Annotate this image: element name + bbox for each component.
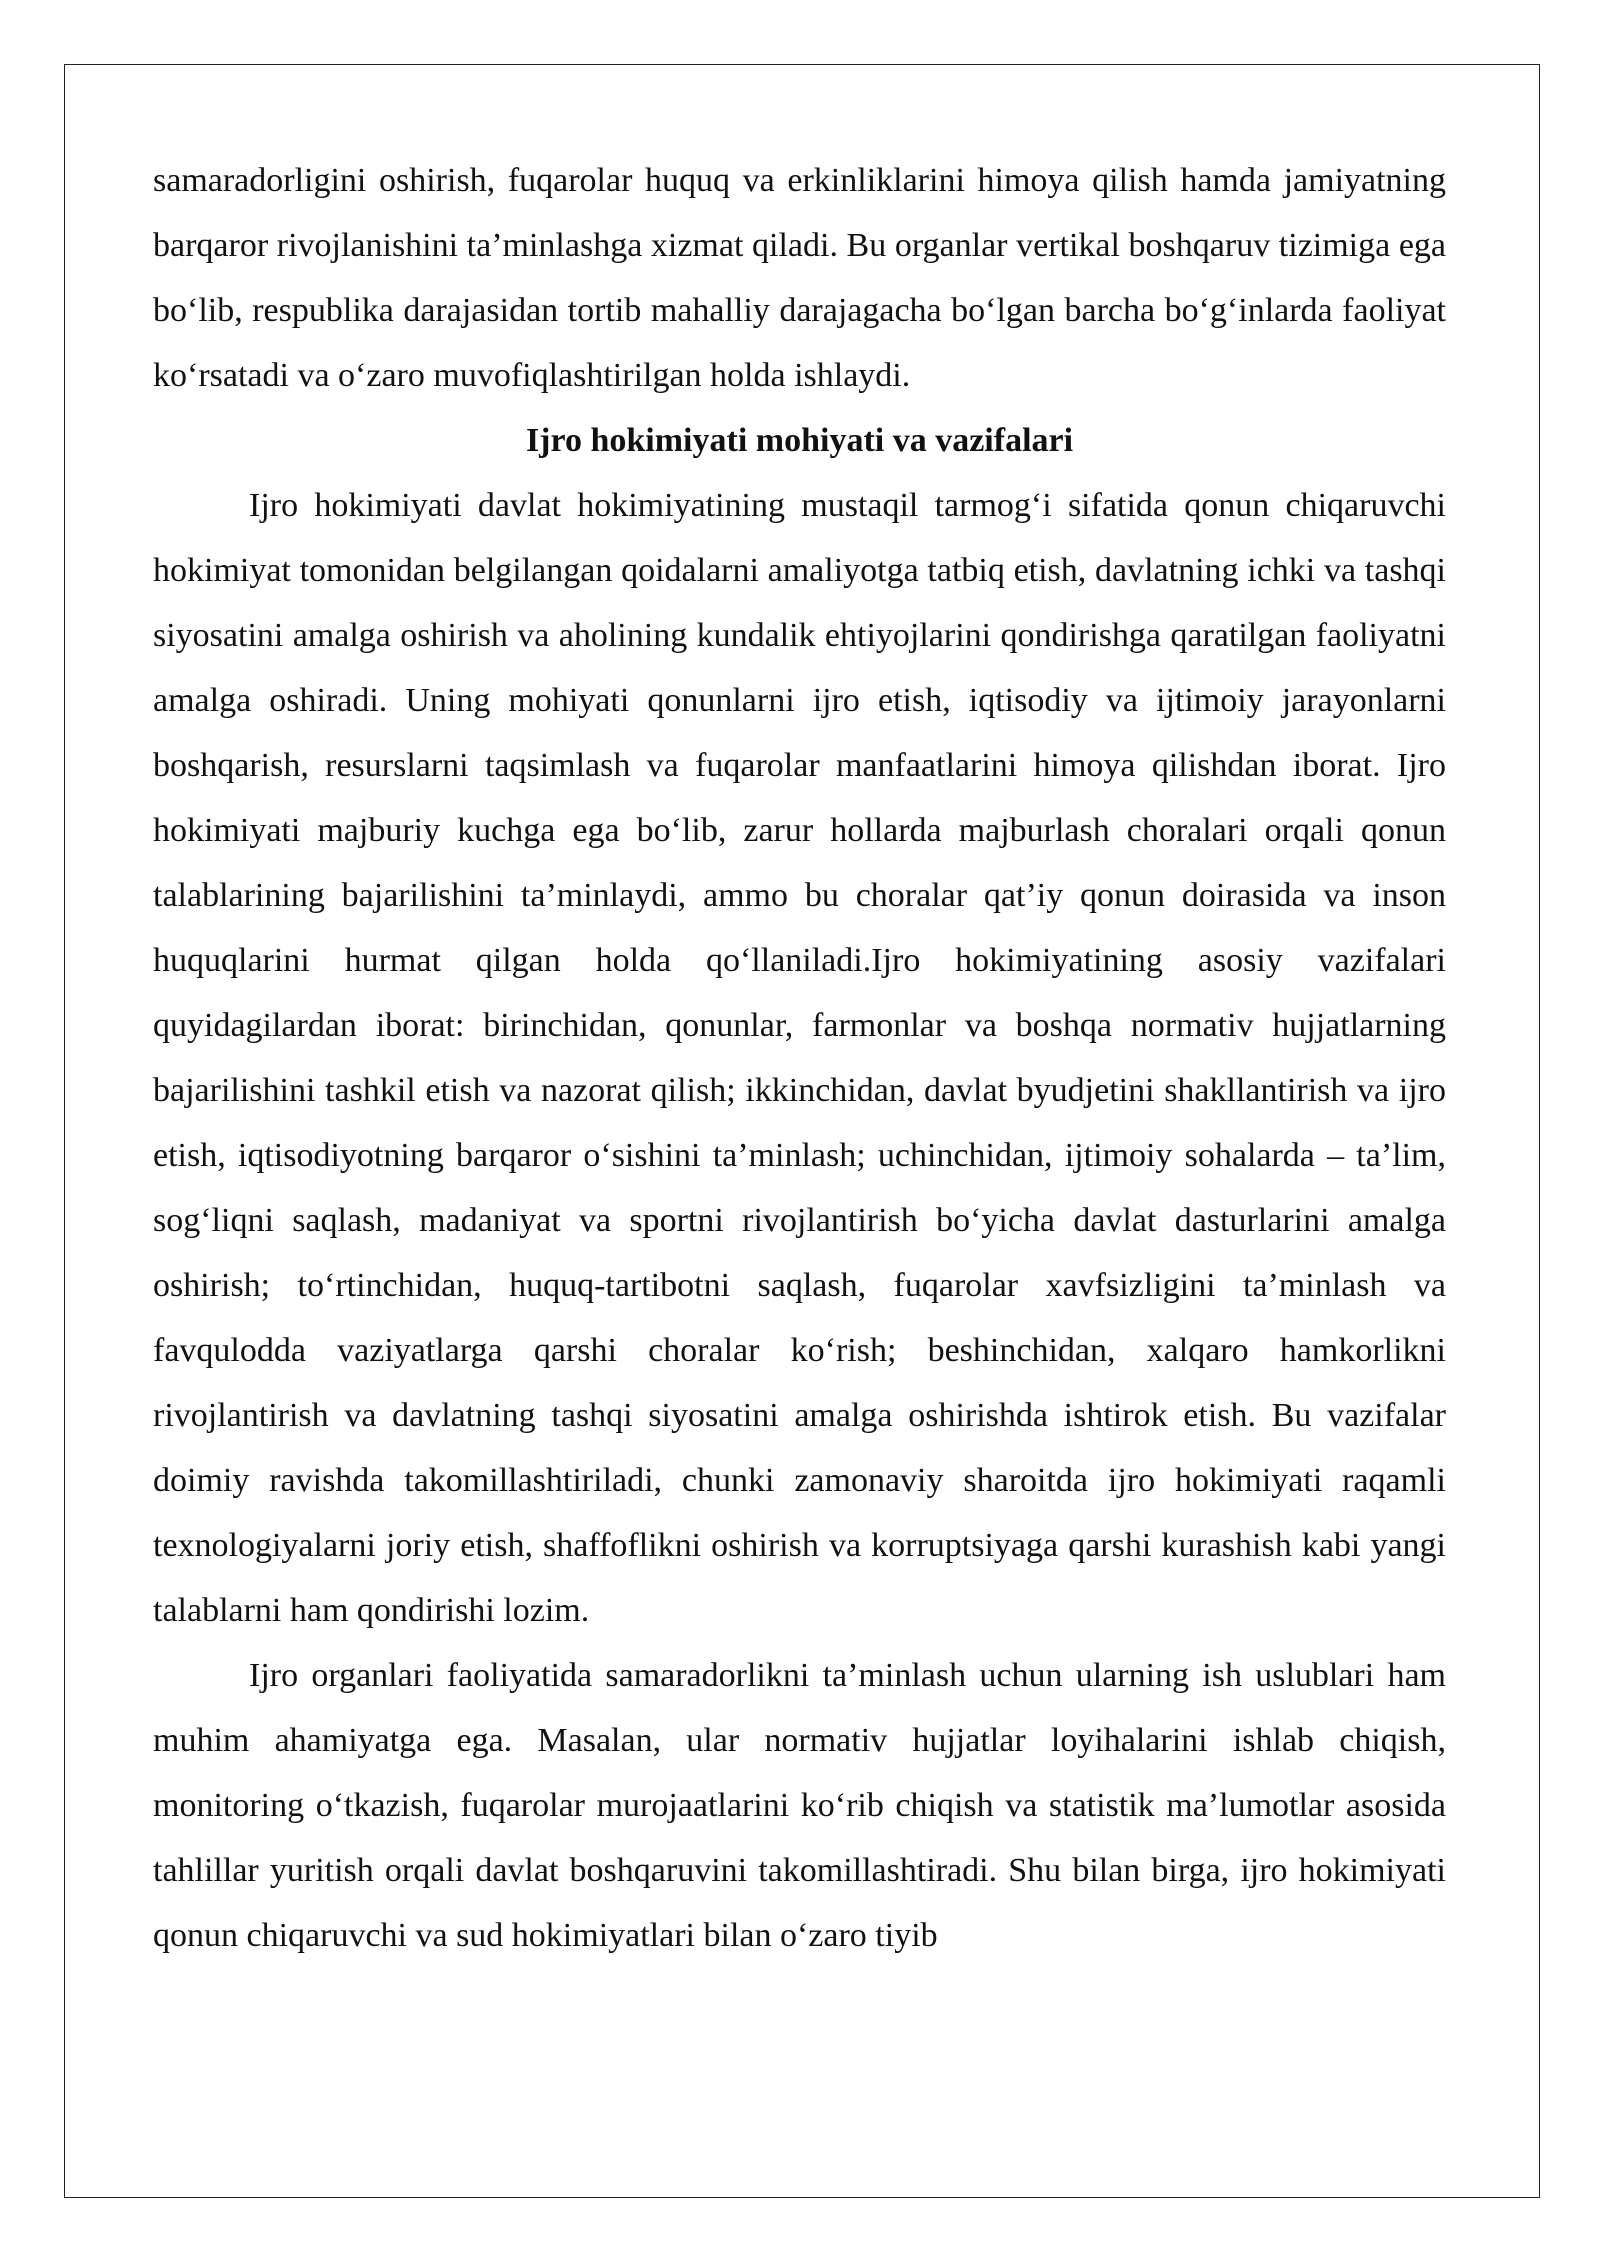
- section-heading: Ijro hokimiyati mohiyati va vazifalari: [525, 422, 1074, 459]
- continuation-paragraph: samaradorligini oshirish, fuqarolar huquq va erkinliklarini himoya qilish hamda jamiyatning barqaror rivojlanishini ta’minlashga xizmat qiladi. Bu organlar vertikal boshqaruv tizimiga ega bo‘lib, respublika darajasidan tortib mahalliy darajagacha bo‘lgan barcha bo‘g‘inlarda faoliyat ko‘rsatadi va o‘zaro muvofiqlashtirilgan holda ishlaydi.: [153, 162, 1446, 394]
- document-body: [153, 148, 1446, 1968]
- body-paragraph-2: Ijro organlari faoliyatida samaradorlikni ta’minlash uchun ularning ish uslublari ham muhim ahamiyatga ega. Masalan, ular normativ hujjatlar loyihalarini ishlab chiqish, monitoring o‘tkazish, fuqarolar murojaatlarini ko‘rib chiqish va statistik ma’lumotlar asosida tahlillar yuritish orqali davlat boshqaruvini takomillashtiradi. Shu bilan birga, ijro hokimiyati qonun chiqaruvchi va sud hokimiyatlari bilan o‘zaro tiyib: [153, 1657, 1446, 1954]
- body-paragraph-1: Ijro hokimiyati davlat hokimiyatining mustaqil tarmog‘i sifatida qonun chiqaruvchi hokimiyat tomonidan belgilangan qoidalarni amaliyotga tatbiq etish, davlatning ichki va tashqi siyosatini amalga oshirish va aholining kundalik ehtiyojlarini qondirishga qaratilgan faoliyatni amalga oshiradi. Uning mohiyati qonunlarni ijro etish, iqtisodiy va ijtimoiy jarayonlarni boshqarish, resurslarni taqsimlash va fuqarolar manfaatlarini himoya qilishdan iborat. Ijro hokimiyati majburiy kuchga ega bo‘lib, zarur hollarda majburlash choralari orqali qonun talablarining bajarilishini ta’minlaydi, ammo bu choralar qat’iy qonun doirasida va inson huquqlarini hurmat qilgan holda qo‘llaniladi.Ijro hokimiyatining asosiy vazifalari quyidagilardan iborat: birinchidan, qonunlar, farmonlar va boshqa normativ hujjatlarning bajarilishini tashkil etish va nazorat qilish; ikkinchidan, davlat byudjetini shakllantirish va ijro etish, iqtisodiyotning barqaror o‘sishini ta’minlash; uchinchidan, ijtimoiy sohalarda – ta’lim, sog‘liqni saqlash, madaniyat va sportni rivojlantirish bo‘yicha davlat dasturlarini amalga oshirish; to‘rtinchidan, huquq-tartibotni saqlash, fuqarolar xavfsizligini ta’minlash va favqulodda vaziyatlarga qarshi choralar ko‘rish; beshinchidan, xalqaro hamkorlikni rivojlantirish va davlatning tashqi siyosatini amalga oshirishda ishtirok etish. Bu vazifalar doimiy ravishda takomillashtiriladi, chunki zamonaviy sharoitda ijro hokimiyati raqamli texnologiyalarni joriy etish, shaffoflikni oshirish va korruptsiyaga qarshi kurashish kabi yangi talablarni ham qondirishi lozim.: [153, 487, 1446, 1629]
